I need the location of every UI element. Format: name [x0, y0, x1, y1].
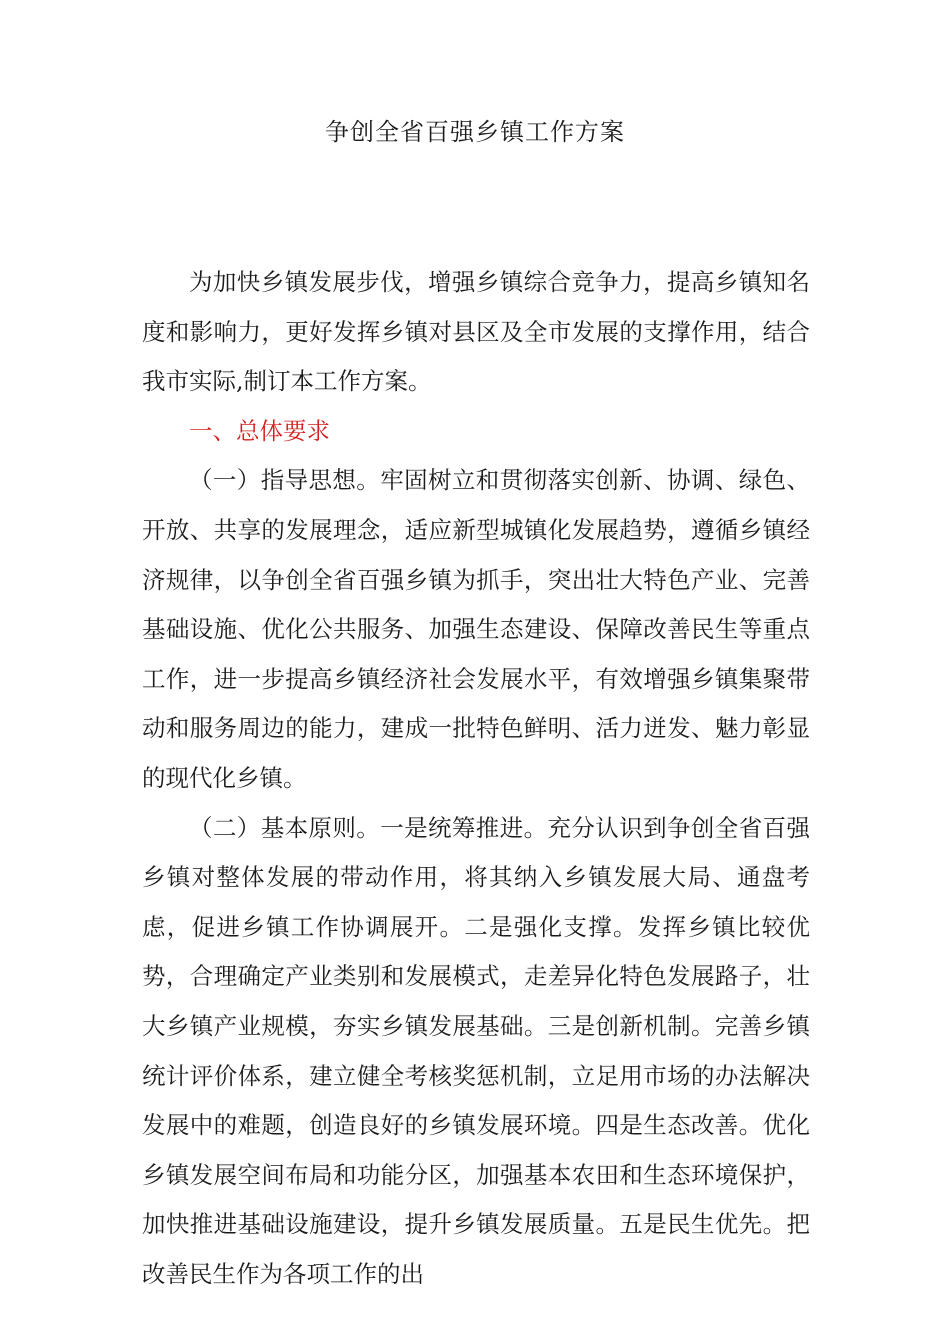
intro-paragraph: 为加快乡镇发展步伐，增强乡镇综合竞争力，提高乡镇知名度和影响力，更好发挥乡镇对县区及全市发展的支撑作用，结合我市实际,制订本工作方案。 — [142, 268, 810, 396]
guiding-thought-paragraph: （一）指导思想。牢固树立和贯彻落实创新、协调、绿色、开放、共享的发展理念，适应新型城镇化发展趋势，遵循乡镇经济规律，以争创全省百强乡镇为抓手，突出壮大特色产业、完善基础设施、优化公共服务、加强生态建设、保障改善民生等重点工作，进一步提高乡镇经济社会发展水平，有效增强乡镇集聚带动和服务周边的能力，建成一批特色鲜明、活力迸发、魅力彰显的现代化乡镇。 — [142, 466, 810, 792]
document-title: 争创全省百强乡镇工作方案 — [325, 118, 625, 146]
basic-principles-paragraph: （二）基本原则。一是统筹推进。充分认识到争创全省百强乡镇对整体发展的带动作用，将其纳入乡镇发展大局、通盘考虑，促进乡镇工作协调展开。二是强化支撑。发挥乡镇比较优势，合理确定产业类别和发展模式，走差异化特色发展路子，壮大乡镇产业规模，夯实乡镇发展基础。三是创新机制。完善乡镇统计评价体系，建立健全考核奖惩机制，立足用市场的办法解决发展中的难题，创造良好的乡镇发展环境。四是生态改善。优化乡镇发展空间布局和功能分区，加强基本农田和生态环境保护，加快推进基础设施建设，提升乡镇发展质量。五是民生优先。把改善民生作为各项工作的出 — [142, 813, 810, 1288]
document-body — [142, 258, 810, 1299]
section-heading-overall-requirements: 一、总体要求 — [189, 416, 330, 445]
